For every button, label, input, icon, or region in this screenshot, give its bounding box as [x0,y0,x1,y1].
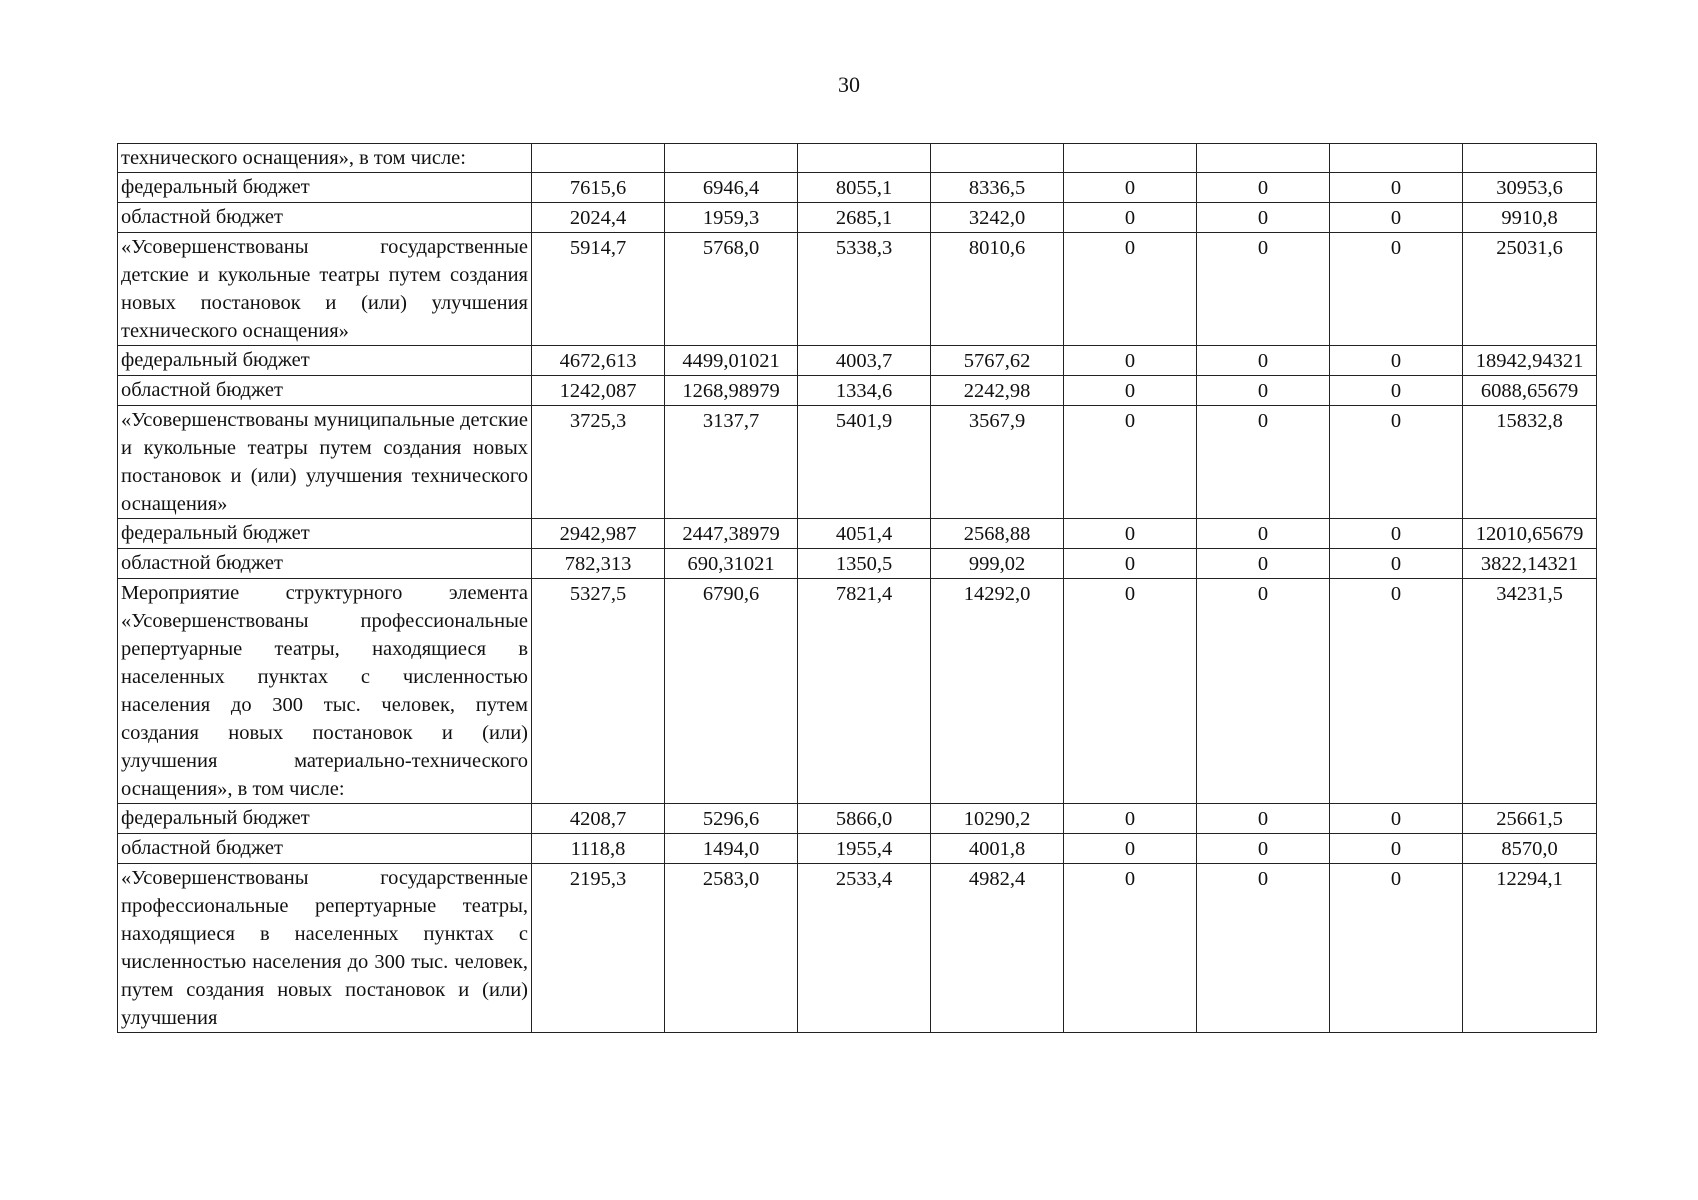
value-cell: 3137,7 [665,406,798,519]
table-row [118,834,1597,864]
value-cell: 1118,8 [532,834,665,864]
value-cell: 3567,9 [931,406,1064,519]
value-cell: 1955,4 [798,834,931,864]
row-label: федеральный бюджет [118,804,532,834]
row-label: Мероприятие структурного элемента «Усовершенствованы профессиональные репертуарные театры, находящиеся в населенных пунктах с численностью населения до 300 тыс. человек, путем создания новых постановок и (или) улучшения материально-технического оснащения», в том числе: [118,579,532,804]
value-cell: 8336,5 [931,173,1064,203]
value-cell: 0 [1064,864,1197,1033]
value-cell: 4982,4 [931,864,1064,1033]
value-cell: 6790,6 [665,579,798,804]
value-cell: 1350,5 [798,549,931,579]
value-cell: 8010,6 [931,233,1064,346]
total-cell: 25031,6 [1463,233,1597,346]
row-label: «Усовершенствованы государственные детские и кукольные театры путем создания новых постановок и (или) улучшения технического оснащения» [118,233,532,346]
value-cell [1197,144,1330,173]
value-cell: 1334,6 [798,376,931,406]
value-cell: 0 [1330,834,1463,864]
value-cell: 2447,38979 [665,519,798,549]
value-cell: 0 [1197,519,1330,549]
row-label: областной бюджет [118,834,532,864]
total-cell: 8570,0 [1463,834,1597,864]
value-cell: 4051,4 [798,519,931,549]
value-cell [532,144,665,173]
value-cell: 2195,3 [532,864,665,1033]
value-cell: 0 [1330,804,1463,834]
value-cell: 0 [1197,834,1330,864]
value-cell: 0 [1197,864,1330,1033]
table-row [118,519,1597,549]
value-cell: 0 [1064,203,1197,233]
value-cell: 0 [1197,203,1330,233]
row-label: федеральный бюджет [118,173,532,203]
total-cell: 25661,5 [1463,804,1597,834]
value-cell: 0 [1330,579,1463,804]
table-row [118,233,1597,346]
value-cell: 4003,7 [798,346,931,376]
value-cell: 0 [1064,376,1197,406]
value-cell: 0 [1064,406,1197,519]
table-row [118,864,1597,1033]
value-cell: 0 [1330,549,1463,579]
value-cell: 2942,987 [532,519,665,549]
value-cell: 7615,6 [532,173,665,203]
value-cell: 0 [1197,346,1330,376]
value-cell: 999,02 [931,549,1064,579]
value-cell [931,144,1064,173]
budget-table-body [118,144,1597,1033]
row-label: федеральный бюджет [118,346,532,376]
value-cell: 0 [1330,864,1463,1033]
value-cell: 0 [1064,804,1197,834]
value-cell [798,144,931,173]
table-row [118,144,1597,173]
total-cell: 12294,1 [1463,864,1597,1033]
value-cell: 0 [1197,376,1330,406]
row-label: областной бюджет [118,203,532,233]
value-cell: 1959,3 [665,203,798,233]
value-cell: 0 [1064,579,1197,804]
value-cell [1064,144,1197,173]
total-cell: 34231,5 [1463,579,1597,804]
value-cell: 0 [1197,406,1330,519]
total-cell: 3822,14321 [1463,549,1597,579]
value-cell: 0 [1064,834,1197,864]
row-label: «Усовершенствованы муниципальные детские и кукольные театры путем создания новых постановок и (или) улучшения технического оснащения» [118,406,532,519]
value-cell: 4499,01021 [665,346,798,376]
value-cell: 10290,2 [931,804,1064,834]
value-cell: 6946,4 [665,173,798,203]
table-row [118,804,1597,834]
value-cell: 2685,1 [798,203,931,233]
value-cell: 782,313 [532,549,665,579]
value-cell: 690,31021 [665,549,798,579]
value-cell: 1242,087 [532,376,665,406]
value-cell: 5327,5 [532,579,665,804]
value-cell: 1268,98979 [665,376,798,406]
value-cell: 2568,88 [931,519,1064,549]
value-cell: 0 [1197,579,1330,804]
total-cell: 9910,8 [1463,203,1597,233]
value-cell: 0 [1330,406,1463,519]
value-cell: 7821,4 [798,579,931,804]
value-cell: 2024,4 [532,203,665,233]
value-cell [665,144,798,173]
value-cell: 0 [1064,233,1197,346]
value-cell: 5338,3 [798,233,931,346]
value-cell: 3725,3 [532,406,665,519]
row-label: областной бюджет [118,376,532,406]
value-cell: 0 [1330,346,1463,376]
table-row [118,406,1597,519]
total-cell [1463,144,1597,173]
value-cell: 5767,62 [931,346,1064,376]
table-row [118,549,1597,579]
value-cell: 0 [1064,173,1197,203]
page-number: 30 [838,72,860,97]
table-row [118,346,1597,376]
total-cell: 15832,8 [1463,406,1597,519]
value-cell: 4001,8 [931,834,1064,864]
value-cell: 0 [1064,549,1197,579]
value-cell: 0 [1197,549,1330,579]
value-cell: 2583,0 [665,864,798,1033]
value-cell: 4208,7 [532,804,665,834]
value-cell: 0 [1064,346,1197,376]
table-row [118,203,1597,233]
budget-table [117,143,1597,1033]
row-label: областной бюджет [118,549,532,579]
total-cell: 18942,94321 [1463,346,1597,376]
row-label: «Усовершенствованы государственные профессиональные репертуарные театры, находящиеся в населенных пунктах с численностью населения до 300 тыс. человек, путем создания новых постановок и (или) улучшения [118,864,532,1033]
value-cell: 5866,0 [798,804,931,834]
table-row [118,579,1597,804]
value-cell: 0 [1197,173,1330,203]
value-cell: 0 [1330,376,1463,406]
value-cell [1330,144,1463,173]
total-cell: 12010,65679 [1463,519,1597,549]
value-cell: 5768,0 [665,233,798,346]
value-cell: 0 [1064,519,1197,549]
value-cell: 3242,0 [931,203,1064,233]
table-row [118,173,1597,203]
value-cell: 0 [1330,233,1463,346]
value-cell: 5401,9 [798,406,931,519]
value-cell: 0 [1330,173,1463,203]
value-cell: 14292,0 [931,579,1064,804]
value-cell: 0 [1197,804,1330,834]
value-cell: 5914,7 [532,233,665,346]
value-cell: 5296,6 [665,804,798,834]
value-cell: 0 [1330,203,1463,233]
value-cell: 0 [1330,519,1463,549]
value-cell: 1494,0 [665,834,798,864]
value-cell: 0 [1197,233,1330,346]
value-cell: 8055,1 [798,173,931,203]
value-cell: 4672,613 [532,346,665,376]
table-row [118,376,1597,406]
value-cell: 2533,4 [798,864,931,1033]
row-label: технического оснащения», в том числе: [118,144,532,173]
value-cell: 2242,98 [931,376,1064,406]
total-cell: 30953,6 [1463,173,1597,203]
total-cell: 6088,65679 [1463,376,1597,406]
row-label: федеральный бюджет [118,519,532,549]
